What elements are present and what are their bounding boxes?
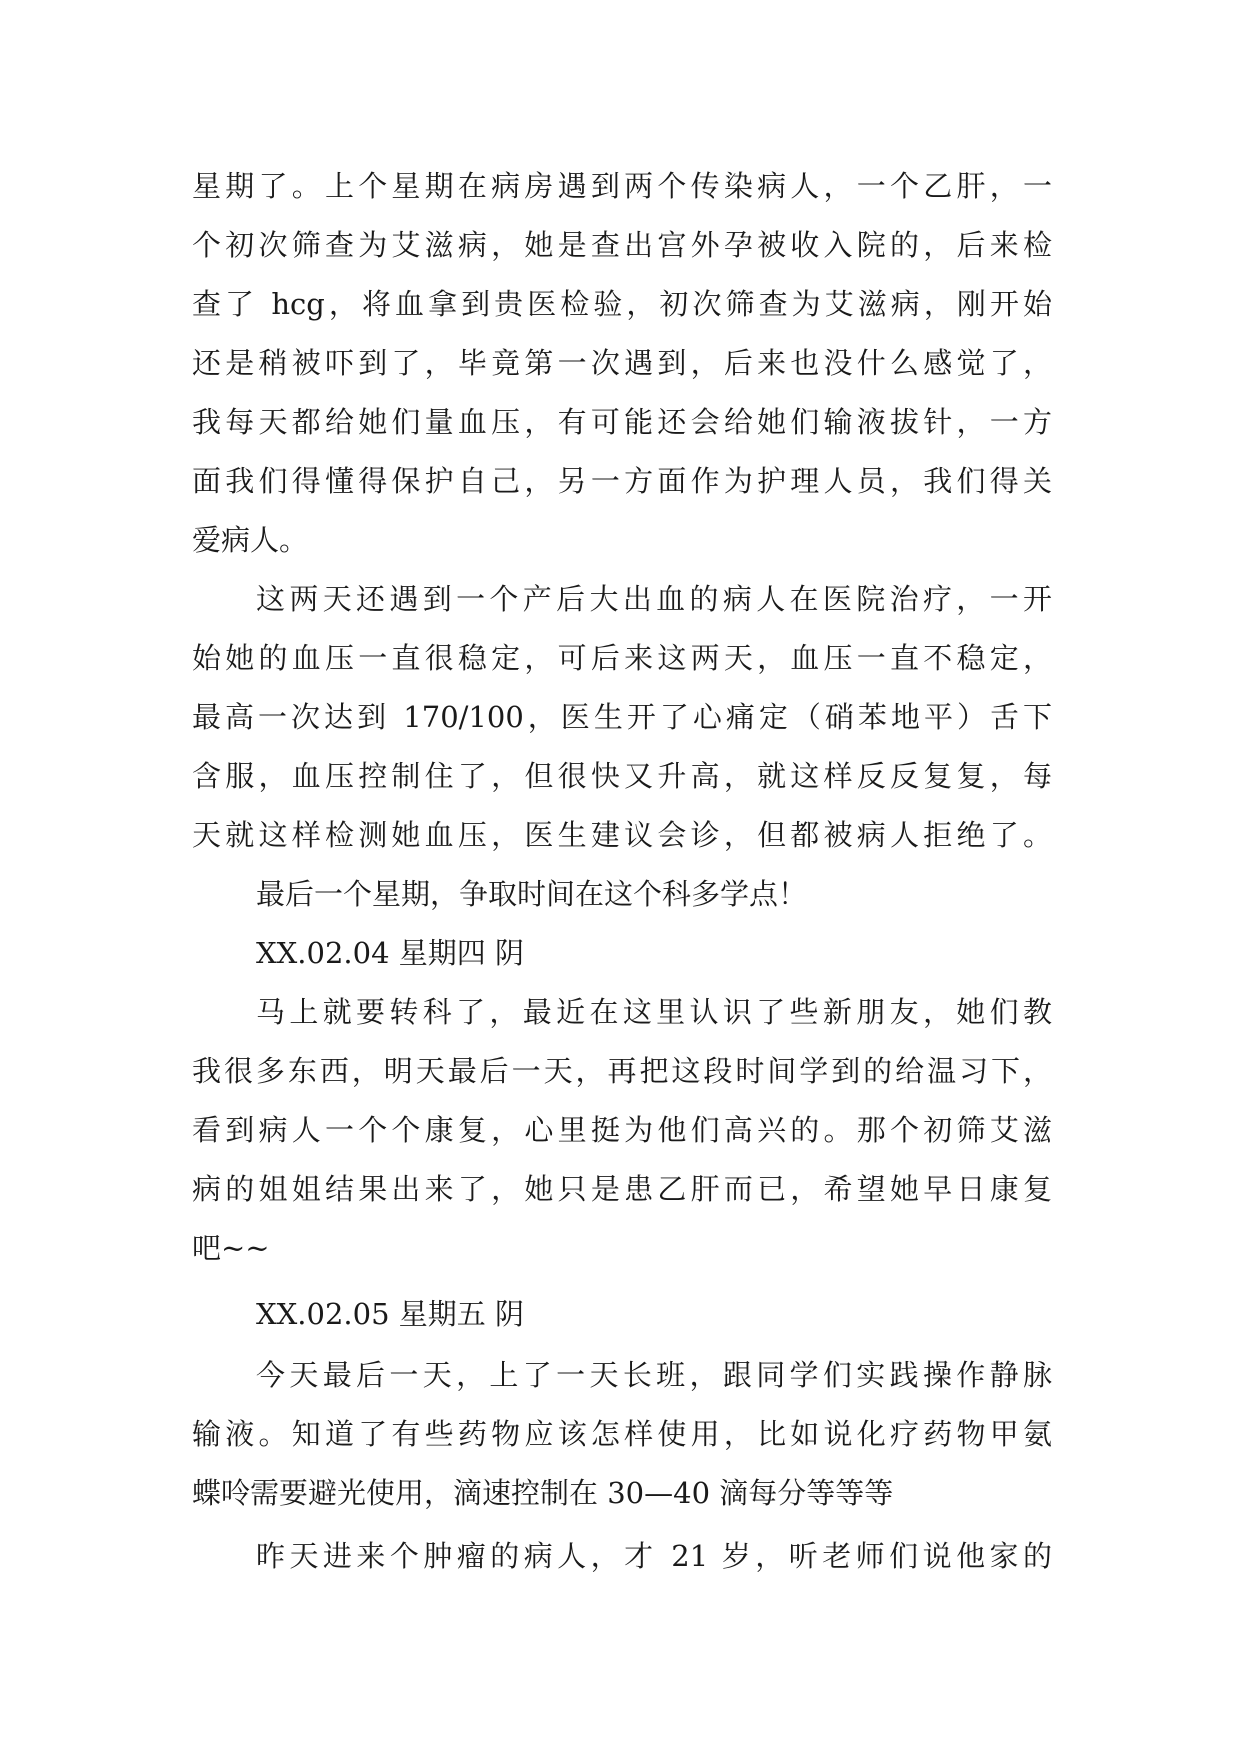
paragraph-first-line: 昨天进来个肿瘤的病人，才 21 岁，听老师们说他家的: [256, 1539, 1052, 1573]
text-line: 看到病人一个个康复，心里挺为他们高兴的。那个初筛艾滋: [192, 1113, 1052, 1147]
text-line: 面我们得懂得保护自己，另一方面作为护理人员，我们得关: [192, 464, 1052, 498]
text-line: 天就这样检测她血压，医生建议会诊，但都被病人拒绝了。: [192, 818, 1052, 852]
paragraph-first-line: 这两天还遇到一个产后大出血的病人在医院治疗，一开: [256, 582, 1052, 616]
text-line: 蝶呤需要避光使用，滴速控制在 30—40 滴每分等等等: [192, 1476, 894, 1510]
date-heading: XX.02.04 星期四 阴: [256, 936, 524, 970]
text-line: 星期了。上个星期在病房遇到两个传染病人，一个乙肝，一: [192, 169, 1052, 203]
paragraph-first-line: 最后一个星期，争取时间在这个科多学点！: [256, 877, 808, 911]
paragraph-first-line: 今天最后一天，上了一天长班，跟同学们实践操作静脉: [256, 1358, 1052, 1392]
text-line: 还是稍被吓到了，毕竟第一次遇到，后来也没什么感觉了，: [192, 346, 1052, 380]
text-line: 我很多东西，明天最后一天，再把这段时间学到的给温习下，: [192, 1054, 1052, 1088]
text-line: 吧~~: [192, 1231, 270, 1265]
text-line: 爱病人。: [192, 523, 309, 557]
text-line: 含服，血压控制住了，但很快又升高，就这样反反复复，每: [192, 759, 1052, 793]
text-line: 输液。知道了有些药物应该怎样使用，比如说化疗药物甲氨: [192, 1417, 1052, 1451]
text-line: 最高一次达到 170/100，医生开了心痛定（硝苯地平）舌下: [192, 700, 1052, 734]
text-line: 我每天都给她们量血压，有可能还会给她们输液拔针，一方: [192, 405, 1052, 439]
text-line: 病的姐姐结果出来了，她只是患乙肝而已，希望她早日康复: [192, 1172, 1052, 1206]
text-line: 个初次筛查为艾滋病，她是查出宫外孕被收入院的，后来检: [192, 228, 1052, 262]
text-line: 查了 hcg，将血拿到贵医检验，初次筛查为艾滋病，刚开始: [192, 287, 1052, 321]
paragraph-first-line: 马上就要转科了，最近在这里认识了些新朋友，她们教: [256, 995, 1052, 1029]
text-line: 始她的血压一直很稳定，可后来这两天，血压一直不稳定，: [192, 641, 1052, 675]
date-heading: XX.02.05 星期五 阴: [256, 1297, 524, 1331]
